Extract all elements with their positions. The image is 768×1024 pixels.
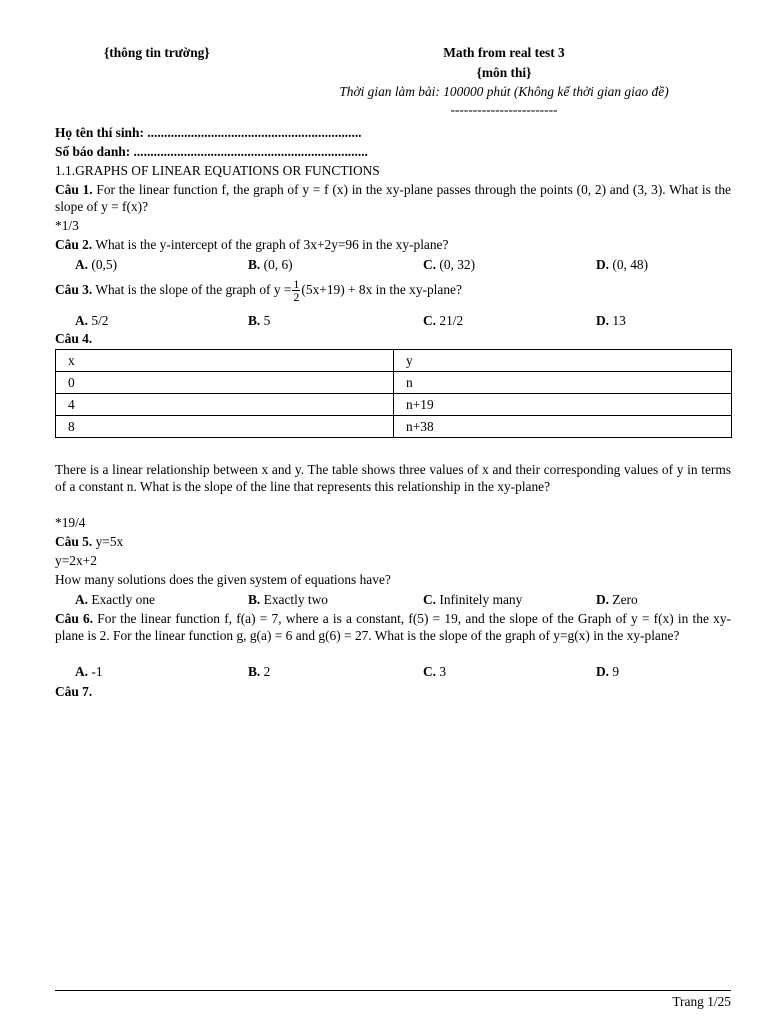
- option-d: D. 13: [596, 313, 626, 328]
- option-b: B. Exactly two: [248, 592, 328, 607]
- table-cell: n+38: [394, 416, 732, 438]
- exam-subject: {môn thi}: [476, 65, 532, 80]
- question-2-options: [75, 256, 735, 273]
- table-row: [56, 416, 732, 438]
- option-c: C. Infinitely many: [423, 592, 523, 607]
- question-3: [55, 275, 462, 305]
- option-b: B. 5: [248, 313, 271, 328]
- fraction-numerator: 1: [293, 277, 300, 292]
- question-1-answer: *1/3: [55, 218, 79, 233]
- student-name-field: ................................................................: [147, 125, 362, 140]
- table-row: [56, 394, 732, 416]
- question-6-options: [75, 663, 735, 680]
- question-5: [55, 533, 123, 550]
- question-3-label: Câu 3.: [55, 282, 93, 297]
- question-4-text: There is a linear relationship between x and y. The table shows three values of x and their corresponding values of y in terms of a constant n. What is the slope of the line that represents this relationship in the xy-plane?: [55, 462, 731, 494]
- question-6-text: For the linear function f, f(a) = 7, where a is a constant, f(5) = 19, and the slope of the Graph of y = f(x) in the xy-plane is 2. For the linear function g, g(a) = 6 and g(6) = 27. What is the slope of the graph of y=g(x) in the xy-plane?: [55, 611, 731, 643]
- option-a: A. Exactly one: [75, 592, 155, 607]
- question-5-text: How many solutions does the given system of equations have?: [55, 572, 391, 587]
- student-id-field: ......................................................................: [133, 144, 368, 159]
- exam-title: Math from real test 3: [443, 45, 565, 60]
- table-cell: x: [56, 350, 394, 372]
- question-6-label: Câu 6.: [55, 611, 94, 626]
- footer-divider: [55, 990, 731, 991]
- question-3-text-before: What is the slope of the graph of y =: [95, 282, 292, 297]
- question-5-equation-1: y=5x: [95, 534, 124, 549]
- question-2-text: What is the y-intercept of the graph of 3x+2y=96 in the xy-plane?: [95, 237, 449, 252]
- table-cell: 8: [56, 416, 394, 438]
- table-cell: y: [394, 350, 732, 372]
- question-5-label: Câu 5.: [55, 534, 93, 549]
- option-c: C. (0, 32): [423, 257, 476, 272]
- student-id-label: Số báo danh:: [55, 144, 131, 159]
- option-c: C. 21/2: [423, 313, 464, 328]
- table-cell: 4: [56, 394, 394, 416]
- student-name-line: [55, 124, 362, 141]
- section-heading: 1.1.GRAPHS OF LINEAR EQUATIONS OR FUNCTIONS: [55, 163, 380, 178]
- question-2-label: Câu 2.: [55, 237, 93, 252]
- option-a: A. (0,5): [75, 257, 118, 272]
- option-c: C. 3: [423, 664, 447, 679]
- option-d: D. (0, 48): [596, 257, 649, 272]
- option-b: B. (0, 6): [248, 257, 293, 272]
- option-d: D. Zero: [596, 592, 638, 607]
- question-6: [55, 610, 731, 644]
- table-cell: n+19: [394, 394, 732, 416]
- question-3-options: [75, 312, 735, 329]
- page-number: Trang 1/25: [672, 994, 731, 1009]
- question-4-table: [55, 349, 732, 438]
- question-5-options: [75, 591, 735, 608]
- student-name-label: Họ tên thí sinh:: [55, 125, 144, 140]
- fraction: [292, 278, 300, 303]
- fraction-denominator: 2: [293, 290, 300, 305]
- header-divider: ------------------------: [450, 102, 558, 117]
- school-info: {thông tin trường}: [104, 45, 210, 60]
- option-a: A. 5/2: [75, 313, 109, 328]
- option-d: D. 9: [596, 664, 620, 679]
- question-1: [55, 181, 731, 215]
- question-1-label: Câu 1.: [55, 182, 93, 197]
- table-cell: 0: [56, 372, 394, 394]
- table-row: [56, 372, 732, 394]
- question-4-answer: *19/4: [55, 515, 86, 530]
- question-2: [55, 236, 448, 253]
- question-3-text-after: (5x+19) + 8x in the xy-plane?: [301, 282, 462, 297]
- table-cell: n: [394, 372, 732, 394]
- question-4-label: Câu 4.: [55, 331, 93, 346]
- question-5-equation-2: y=2x+2: [55, 553, 97, 568]
- table-row: [56, 350, 732, 372]
- option-a: A. -1: [75, 664, 103, 679]
- question-7-label: Câu 7.: [55, 684, 93, 699]
- student-id-line: [55, 143, 368, 160]
- option-b: B. 2: [248, 664, 271, 679]
- question-1-text: For the linear function f, the graph of y = f (x) in the xy-plane passes through the points (0, 2) and (3, 3). What is the slope of y = f(x)?: [55, 182, 731, 214]
- exam-duration: Thời gian làm bài: 100000 phút (Không kể thời gian giao đề): [339, 84, 669, 99]
